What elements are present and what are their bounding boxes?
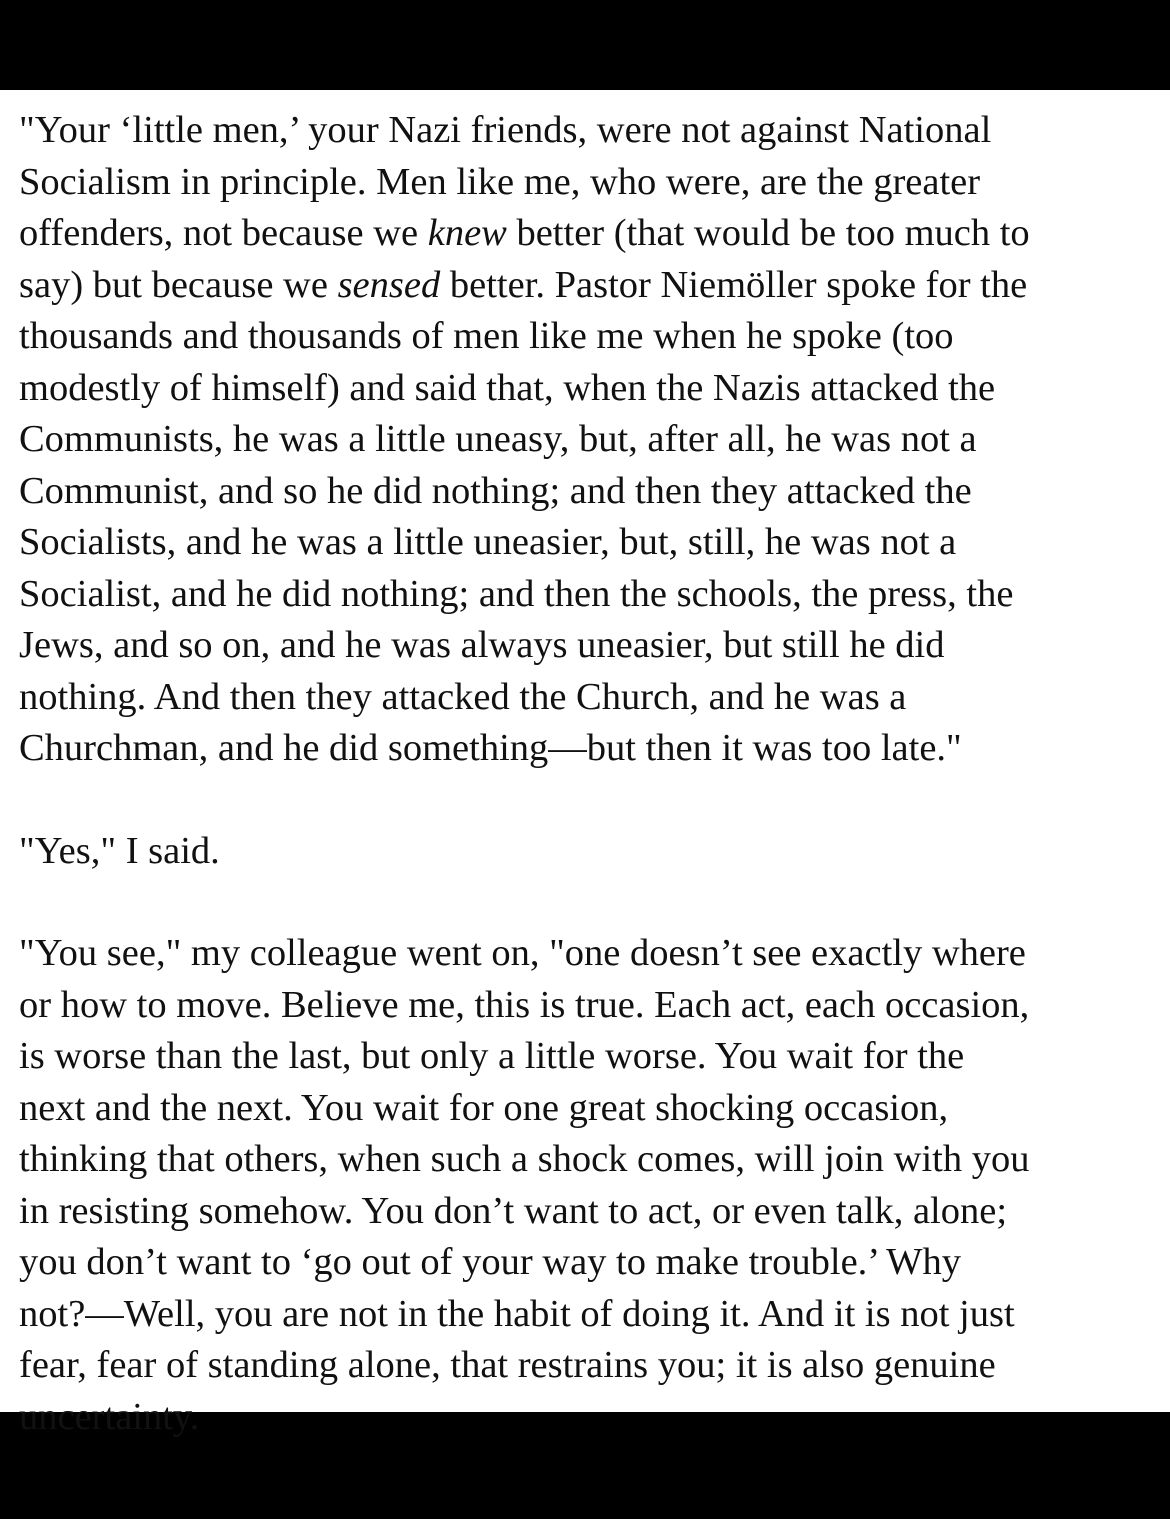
text-run: or how to move. Believe me, this is true. Each act, each occasion,	[19, 983, 1030, 1026]
text-run: say) but because we	[19, 263, 338, 306]
text-line	[19, 1289, 1159, 1341]
text-run: you don’t want to ‘go out of your way to make trouble.’ Why	[19, 1241, 962, 1283]
text-line	[19, 1134, 1159, 1186]
text-line	[19, 105, 1159, 157]
paragraph	[19, 105, 1159, 775]
text-line	[19, 517, 1159, 569]
text-line	[19, 363, 1159, 415]
text-line	[19, 620, 1159, 672]
text-run: better. Pastor Niemöller spoke for the	[440, 263, 1028, 306]
text-line	[19, 1237, 1159, 1289]
text-line	[19, 1031, 1159, 1083]
text-line	[19, 1083, 1159, 1135]
text-body	[19, 105, 1159, 1443]
text-run: Communist, and so he did nothing; and then they attacked the	[19, 469, 972, 512]
text-line	[19, 311, 1159, 363]
text-line	[19, 723, 1159, 775]
text-line	[19, 826, 1159, 878]
text-run: thinking that others, when such a shock comes, will join with you	[19, 1138, 1030, 1180]
text-run: Socialist, and he did nothing; and then the schools, the press, the	[19, 572, 1014, 615]
text-run: thousands and thousands of men like me when he spoke (too	[19, 315, 954, 357]
paragraph	[19, 826, 1159, 878]
text-line	[19, 1340, 1159, 1392]
text-line	[19, 980, 1159, 1032]
text-line	[19, 928, 1159, 980]
text-line	[19, 157, 1159, 209]
text-run: in resisting somehow. You don’t want to act, or even talk, alone;	[19, 1189, 1008, 1232]
text-line	[19, 672, 1159, 724]
text-run: modestly of himself) and said that, when the Nazis attacked the	[19, 366, 996, 409]
text-line	[19, 569, 1159, 621]
text-run: nothing. And then they attacked the Church, and he was a	[19, 675, 907, 718]
text-run: next and the next. You wait for one great shocking occasion,	[19, 1086, 949, 1129]
text-run: offenders, not because we	[19, 212, 428, 254]
text-run: better (that would be too much to	[506, 212, 1030, 254]
text-line	[19, 1186, 1159, 1238]
text-run: fear, fear of standing alone, that restrains you; it is also genuine	[19, 1344, 996, 1386]
text-run: Churchman, and he did something—but then it was too late."	[19, 727, 962, 769]
text-run: "You see," my colleague went on, "one doesn’t see exactly where	[19, 932, 1026, 974]
emphasized-word: sensed	[337, 263, 441, 306]
text-run: Communists, he was a little uneasy, but, after all, he was not a	[19, 418, 977, 460]
text-run: "Yes," I said.	[19, 829, 220, 872]
text-line	[19, 1392, 1159, 1444]
text-run: uncertainty.	[19, 1395, 200, 1438]
paragraph	[19, 928, 1159, 1443]
top-black-bar	[0, 0, 1170, 90]
text-run: not?—Well, you are not in the habit of doing it. And it is not just	[19, 1292, 1015, 1335]
text-line	[19, 260, 1159, 312]
text-line	[19, 466, 1159, 518]
text-run: "Your ‘little men,’ your Nazi friends, were not against National	[19, 109, 992, 151]
text-line	[19, 414, 1159, 466]
emphasized-word: knew	[427, 212, 507, 254]
text-run: Socialists, and he was a little uneasier, but, still, he was not a	[19, 521, 957, 563]
text-run: Socialism in principle. Men like me, who were, are the greater	[19, 160, 981, 203]
text-line	[19, 208, 1159, 260]
text-run: Jews, and so on, and he was always uneasier, but still he did	[19, 624, 945, 666]
text-run: is worse than the last, but only a little worse. You wait for the	[19, 1035, 965, 1077]
